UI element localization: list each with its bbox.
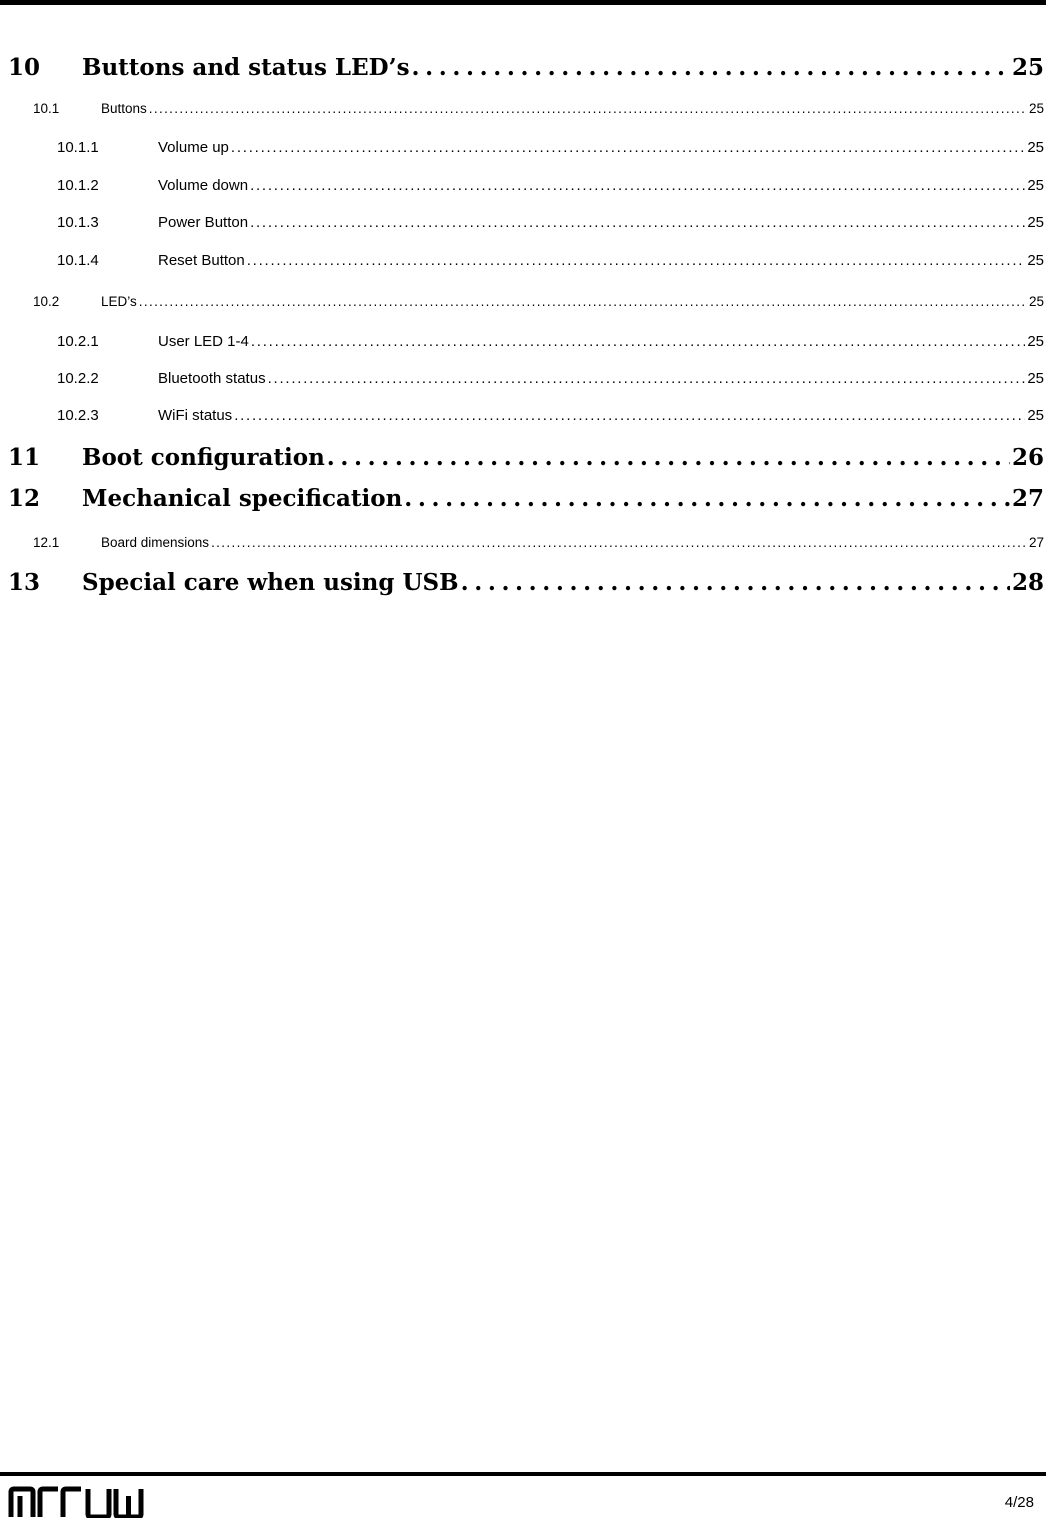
toc-entry[interactable] xyxy=(57,177,1044,199)
toc-entry-page: 25 xyxy=(1027,252,1044,269)
toc-entry-page: 27 xyxy=(1011,485,1044,512)
toc-entry-page: 25 xyxy=(1027,214,1044,231)
toc-entry-title: Volume up xyxy=(158,139,229,156)
dot-leader xyxy=(247,252,1026,269)
toc-entry-page: 27 xyxy=(1028,535,1044,550)
dot-leader xyxy=(231,139,1025,156)
toc-entry-number: 10 xyxy=(8,54,41,81)
toc-entry-number: 10.1 xyxy=(33,101,60,116)
toc-entry[interactable] xyxy=(8,569,1044,599)
toc-entry-number: 10.2 xyxy=(33,294,60,309)
toc-entry-title: Board dimensions xyxy=(101,535,210,550)
toc-entry-title: Bluetooth status xyxy=(158,370,266,387)
toc-entry[interactable] xyxy=(57,370,1044,392)
toc-entry[interactable] xyxy=(57,139,1044,161)
toc-entry[interactable] xyxy=(8,485,1044,515)
toc-entry[interactable] xyxy=(8,444,1044,474)
page-number: 4/28 xyxy=(1004,1494,1034,1511)
toc-entry-page: 25 xyxy=(1028,101,1044,116)
toc-entry-page: 28 xyxy=(1011,569,1044,596)
table-of-contents xyxy=(0,0,1046,620)
toc-entry-title: Power Button xyxy=(158,214,249,231)
toc-entry-title: LED’s xyxy=(101,294,137,309)
toc-entry-number: 10.2.3 xyxy=(57,407,99,424)
toc-entry-page: 25 xyxy=(1011,54,1044,81)
arrow-logo xyxy=(8,1486,144,1523)
toc-entry-number: 10.1.3 xyxy=(57,214,99,231)
toc-entry-number: 10.1.4 xyxy=(57,252,99,269)
dot-leader xyxy=(250,177,1025,194)
dot-leader xyxy=(461,569,1010,596)
toc-entry-title: User LED 1-4 xyxy=(158,333,249,350)
toc-entry-page: 25 xyxy=(1027,370,1044,387)
toc-entry-title: Mechanical specification xyxy=(82,485,403,512)
dot-leader xyxy=(149,101,1027,116)
toc-entry-title: Boot configuration xyxy=(82,444,325,471)
dot-leader xyxy=(268,370,1026,387)
toc-entry-page: 25 xyxy=(1028,294,1044,309)
toc-entry-page: 25 xyxy=(1027,333,1044,350)
toc-entry-number: 10.2.2 xyxy=(57,370,99,387)
toc-entry-title: Reset Button xyxy=(158,252,245,269)
toc-entry-number: 10.2.1 xyxy=(57,333,99,350)
toc-entry-page: 25 xyxy=(1027,139,1044,156)
toc-entry[interactable] xyxy=(57,407,1044,429)
toc-entry-title: Volume down xyxy=(158,177,249,194)
toc-entry-number: 12 xyxy=(8,485,41,512)
footer-rule xyxy=(0,1472,1046,1476)
dot-leader xyxy=(139,294,1027,309)
toc-entry[interactable] xyxy=(33,535,1044,555)
toc-entry[interactable] xyxy=(57,214,1044,236)
toc-entry-number: 13 xyxy=(8,569,41,596)
toc-entry-title: WiFi status xyxy=(158,407,233,424)
toc-entry-title: Buttons xyxy=(101,101,147,116)
toc-entry-title: Buttons and status LED’s xyxy=(82,54,410,81)
dot-leader xyxy=(234,407,1025,424)
dot-leader xyxy=(250,214,1025,231)
dot-leader xyxy=(412,54,1010,81)
toc-entry-page: 26 xyxy=(1011,444,1044,471)
dot-leader xyxy=(327,444,1010,471)
toc-entry[interactable] xyxy=(57,333,1044,355)
toc-entry-number: 12.1 xyxy=(33,535,60,550)
toc-entry-page: 25 xyxy=(1027,407,1044,424)
dot-leader xyxy=(211,535,1027,550)
toc-entry-number: 11 xyxy=(8,444,41,471)
toc-entry-page: 25 xyxy=(1027,177,1044,194)
dot-leader xyxy=(404,485,1010,512)
dot-leader xyxy=(251,333,1025,350)
toc-entry-number: 10.1.1 xyxy=(57,139,99,156)
toc-entry[interactable] xyxy=(33,294,1044,314)
toc-entry[interactable] xyxy=(33,101,1044,121)
toc-entry-number: 10.1.2 xyxy=(57,177,99,194)
toc-entry[interactable] xyxy=(57,252,1044,274)
toc-entry[interactable] xyxy=(8,54,1044,84)
toc-entry-title: Special care when using USB xyxy=(82,569,459,596)
